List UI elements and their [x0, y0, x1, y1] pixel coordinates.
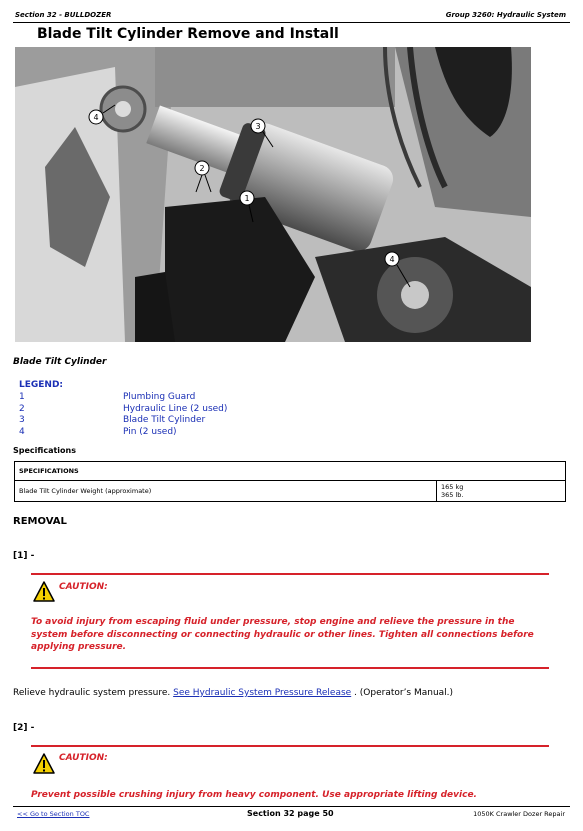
header-section: Section 32 - BULLDOZER [15, 11, 112, 19]
spec-value-imperial: 365 lb. [441, 491, 464, 499]
caution-bottom-rule [31, 667, 549, 669]
legend-item [19, 415, 319, 427]
instruction-suffix: . (Operator’s Manual.) [351, 688, 454, 698]
spec-value-metric: 165 kg [441, 483, 464, 491]
legend-number: 2 [19, 403, 25, 414]
spec-label: Blade Tilt Cylinder Weight (approximate) [15, 481, 437, 502]
callout-4b: 4 [389, 255, 395, 264]
figure-caption: Blade Tilt Cylinder [13, 357, 107, 367]
header-divider [13, 22, 570, 23]
specifications-table [14, 461, 566, 502]
callout-1: 1 [244, 194, 250, 203]
manual-title: 1050K Crawler Dozer Repair [473, 810, 565, 818]
callout-3: 3 [255, 122, 261, 131]
caution-text: Prevent possible crushing injury from heavy component. Use appropriate lifting device. [31, 790, 477, 800]
legend-item [19, 392, 319, 404]
specifications-heading: Specifications [13, 446, 76, 455]
legend-title: LEGEND: [19, 380, 64, 390]
legend-list [19, 392, 319, 438]
spec-value [437, 481, 566, 502]
legend-item [19, 404, 319, 416]
step-1-instruction [13, 688, 453, 698]
table-row [15, 481, 566, 502]
legend-description: Plumbing Guard [123, 392, 196, 402]
step-1-label: [1] - [13, 551, 35, 561]
caution-top-rule [31, 745, 549, 747]
step-2-label: [2] - [13, 723, 35, 733]
legend-number: 4 [19, 426, 25, 437]
caution-label: CAUTION: [59, 582, 108, 592]
warning-icon [33, 753, 55, 775]
footer-divider [13, 806, 570, 807]
caution-text: To avoid injury from escaping fluid under pressure, stop engine and relieve the pressure in the system before disconnecting or connecting hydraulic or other lines. Tighten all connections before applying pressure. [31, 617, 534, 652]
caution-top-rule [31, 573, 549, 575]
removal-heading: REMOVAL [13, 516, 67, 527]
legend-number: 3 [19, 415, 25, 425]
page-number: Section 32 page 50 [247, 809, 334, 818]
spec-table-header: SPECIFICATIONS [15, 462, 566, 481]
blade-tilt-cylinder-photo [15, 47, 531, 342]
legend-number: 1 [19, 392, 25, 402]
header-group: Group 3260: Hydraulic System [445, 11, 566, 19]
legend-description: Hydraulic Line (2 used) [123, 403, 228, 414]
callout-4a: 4 [93, 113, 99, 122]
callout-2: 2 [199, 164, 205, 173]
page-title: Blade Tilt Cylinder Remove and Install [37, 26, 339, 42]
legend-description: Blade Tilt Cylinder [123, 415, 206, 425]
section-toc-link[interactable]: << Go to Section TOC [17, 810, 90, 818]
legend-item [19, 427, 319, 439]
pressure-release-link[interactable]: See Hydraulic System Pressure Release [173, 688, 352, 698]
caution-label: CAUTION: [59, 753, 108, 763]
instruction-text: Relieve hydraulic system pressure. [13, 688, 174, 698]
warning-icon [33, 581, 55, 603]
legend-description: Pin (2 used) [123, 426, 177, 437]
